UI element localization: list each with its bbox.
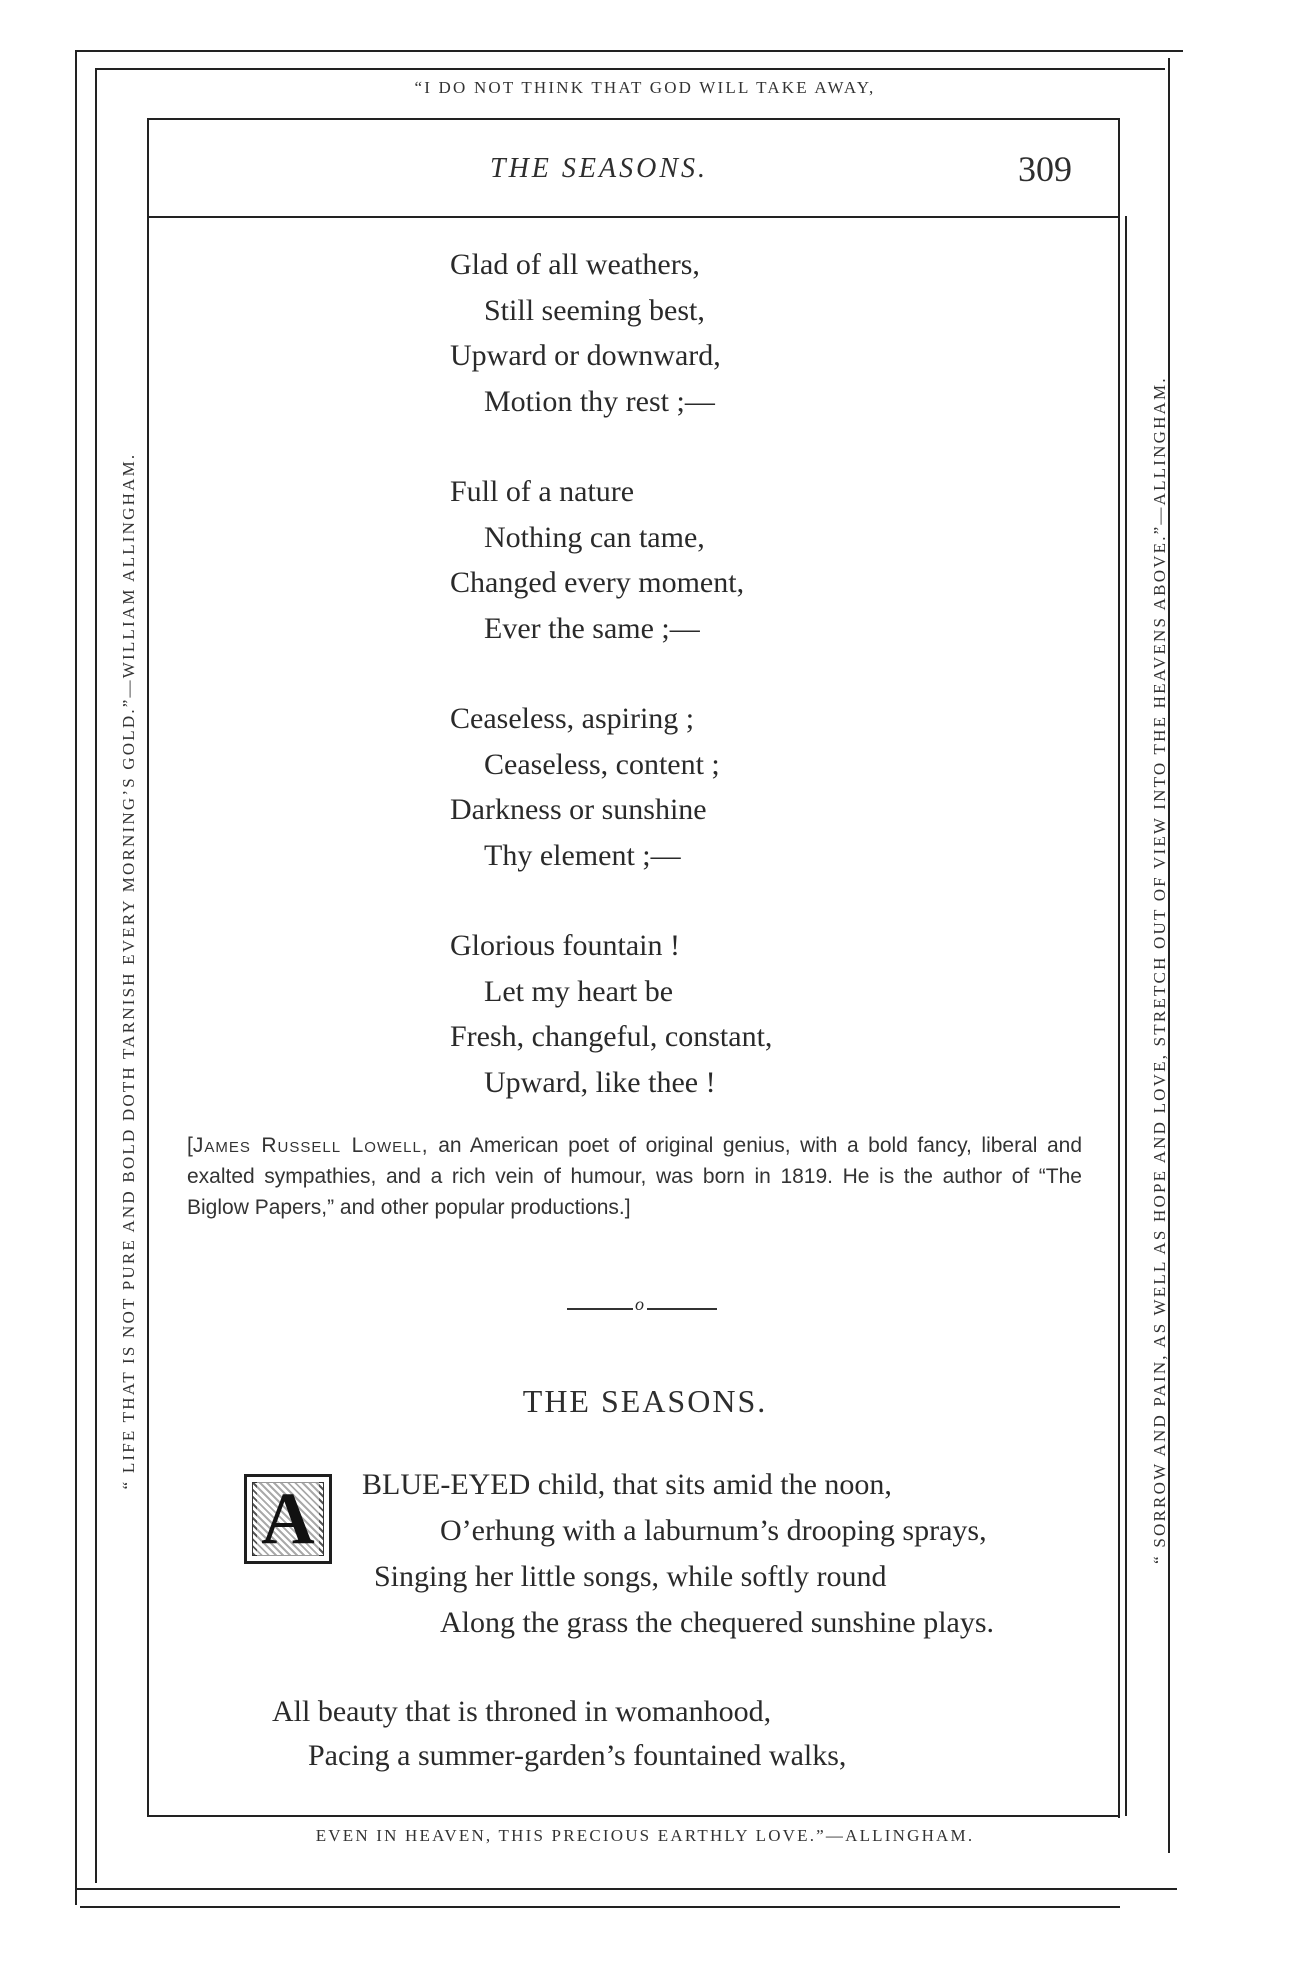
poem-line: Fresh, changeful, constant, [450, 1020, 773, 1053]
drop-cap [244, 1474, 332, 1564]
poem-line: BLUE-EYED child, that sits amid the noon, [362, 1468, 892, 1501]
poem-line: Upward or downward, [450, 339, 721, 372]
border-quote-bottom: EVEN IN HEAVEN, THIS PRECIOUS EARTHLY LOVE.”—ALLINGHAM. [315, 1826, 975, 1845]
section-title: THE SEASONS. [522, 1383, 768, 1419]
header-underline-rule [147, 216, 1119, 218]
page-box-right-rule [1118, 118, 1120, 1818]
poem-line: Darkness or sunshine [450, 793, 707, 826]
poem-line: O’erhung with a laburnum’s drooping sprays, [440, 1514, 987, 1547]
poem-line: Changed every moment, [450, 566, 745, 599]
poem-line: Glorious fountain ! [450, 929, 680, 962]
poem-line: Upward, like thee ! [484, 1065, 716, 1099]
note-text: an American poet of original genius, with a bold fancy, liberal and exalted sympathies, and a rich vein of humour, was born in 1819. He is the author of “The Biglow Papers,” and other popular productions.] [187, 1134, 1083, 1219]
note-author-name: James Russell Lowell, [192, 1134, 429, 1157]
section-divider [567, 1294, 717, 1318]
biographical-note [187, 1130, 1082, 1223]
running-title: THE SEASONS. [490, 153, 708, 184]
poem-line: Thy element ;— [484, 838, 681, 872]
poem-line: Let my heart be [484, 974, 674, 1008]
note-bracket: [ [187, 1134, 193, 1157]
poem-line: Pacing a summer-garden’s fountained walks, [308, 1739, 847, 1772]
stanza-gap [450, 424, 772, 469]
page-box-left-rule [147, 118, 149, 1816]
divider-line-right [647, 1308, 717, 1310]
poem-line: Glad of all weathers, [450, 248, 700, 281]
outer-frame-bottom-rule [75, 1888, 1177, 1890]
border-quote-top: “I DO NOT THINK THAT GOD WILL TAKE AWAY, [414, 78, 876, 97]
border-quote-left: “ LIFE THAT IS NOT PURE AND BOLD DOTH TARNISH EVERY MORNING’S GOLD.”—WILLIAM ALLINGHAM. [119, 452, 138, 1490]
stanza-gap [450, 651, 772, 696]
poem-line: All beauty that is throned in womanhood, [272, 1695, 772, 1728]
inner-right-rule [1125, 216, 1127, 1816]
poem-line: Singing her little songs, while softly round [374, 1560, 887, 1593]
poem-line: Ceaseless, aspiring ; [450, 702, 695, 735]
outer-frame-bottom-rule-2 [80, 1906, 1120, 1908]
poem-line: Full of a nature [450, 475, 635, 508]
divider-ornament: o [635, 1294, 644, 1314]
border-quote-right: “ SORROW AND PAIN, AS WELL AS HOPE AND LOVE, STRETCH OUT OF VIEW INTO THE HEAVENS ABOVE.”—ALLINGHAM. [1150, 376, 1169, 1564]
divider-line-left [567, 1308, 633, 1310]
inner-frame-left-rule [95, 68, 97, 1883]
outer-frame-top-rule [75, 50, 1183, 52]
page-box-bottom-rule [147, 1815, 1119, 1817]
page-number: 309 [1018, 149, 1072, 189]
poem-lowell [450, 242, 772, 1105]
seasons-stanza-2 [272, 1690, 846, 1778]
poem-line: Ever the same ;— [484, 611, 700, 645]
inner-frame-top-rule [95, 68, 1165, 70]
poem-line: Nothing can tame, [484, 520, 705, 554]
poem-line: Still seeming best, [484, 293, 705, 327]
poem-line: Along the grass the chequered sunshine plays. [440, 1606, 995, 1639]
page-box-top-rule [147, 118, 1119, 120]
stanza-gap [450, 878, 772, 923]
poem-line: Motion thy rest ;— [484, 384, 715, 418]
outer-frame-left-rule [75, 50, 77, 1905]
drop-cap-letter: A [257, 1480, 318, 1558]
poem-line: Ceaseless, content ; [484, 747, 720, 781]
